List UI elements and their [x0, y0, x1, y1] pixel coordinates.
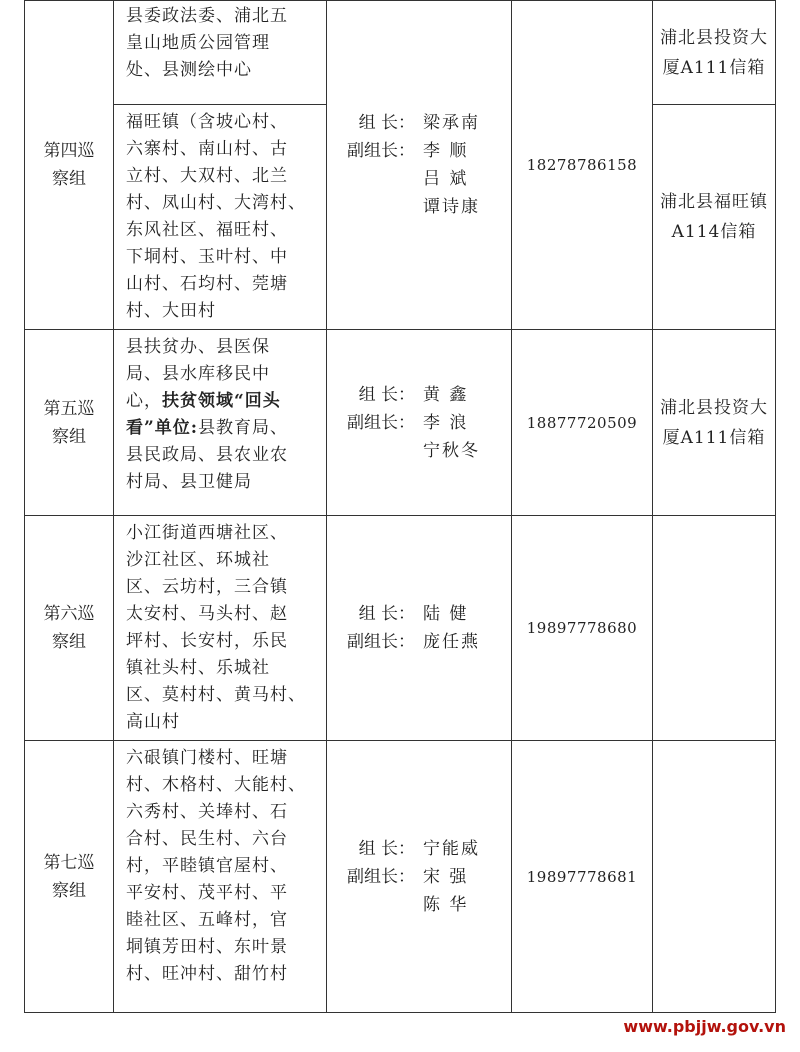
leader-cell: 组 长： 陆 健 副组长： 庞任燕 [327, 516, 512, 741]
scope-cell: 县扶贫办、县医保 局、县水库移民中 心，扶贫领域“回头 看”单位:县教育局、 县民政局、县农业农 村局、县卫健局 [114, 330, 327, 516]
mailbox-cell: 浦北县福旺镇 A114信箱 [653, 105, 776, 330]
website-watermark: www.pbjjw.gov.vn [623, 1017, 786, 1036]
scope-cell: 六硍镇门楼村、旺塘 村、木格村、大能村、 六秀村、关埲村、石 合村、民生村、六台 村，平睦镇官屋村、 平安村、茂平村、平 睦社区、五峰村，官 垌镇芳田村、东叶景 村、旺冲村、甜竹村 [114, 741, 327, 1013]
table-row [25, 741, 776, 1013]
scope-cell: 小江街道西塘社区、 沙江社区、环城社 区、云坊村，三合镇 太安村、马头村、赵 坪村、长安村，乐民 镇社头村、乐城社 区、莫村村、黄马村、 高山村 [114, 516, 327, 741]
mailbox-cell [653, 741, 776, 1013]
table-row [25, 1, 776, 105]
mailbox-cell: 浦北县投资大 厦A111信箱 [653, 330, 776, 516]
leader-cell: 组 长： 梁承南 副组长： 李 顺 吕 斌 谭诗康 [327, 1, 512, 330]
table-row [25, 330, 776, 516]
leader-cell: 组 长： 黄 鑫 副组长： 李 浪 宁秋冬 [327, 330, 512, 516]
phone-cell: 18278786158 [512, 1, 653, 330]
group-name-cell: 第四巡 察组 [25, 1, 114, 330]
leader-cell: 组 长： 宁能威 副组长： 宋 强 陈 华 [327, 741, 512, 1013]
mailbox-cell: 浦北县投资大 厦A111信箱 [653, 1, 776, 105]
scope-cell: 县委政法委、浦北五 皇山地质公园管理 处、县测绘中心 [114, 1, 327, 105]
table-row [25, 516, 776, 741]
phone-cell: 19897778680 [512, 516, 653, 741]
group-name-cell: 第五巡 察组 [25, 330, 114, 516]
scope-cell: 福旺镇（含坡心村、 六寨村、南山村、古 立村、大双村、北兰 村、凤山村、大湾村、 东风社区、福旺村、 下垌村、玉叶村、中 山村、石均村、莞塘 村、大田村 [114, 105, 327, 330]
phone-cell: 18877720509 [512, 330, 653, 516]
inspection-groups-table [24, 0, 776, 1013]
mailbox-cell [653, 516, 776, 741]
group-name-cell: 第七巡 察组 [25, 741, 114, 1013]
group-name-cell: 第六巡 察组 [25, 516, 114, 741]
phone-cell: 19897778681 [512, 741, 653, 1013]
